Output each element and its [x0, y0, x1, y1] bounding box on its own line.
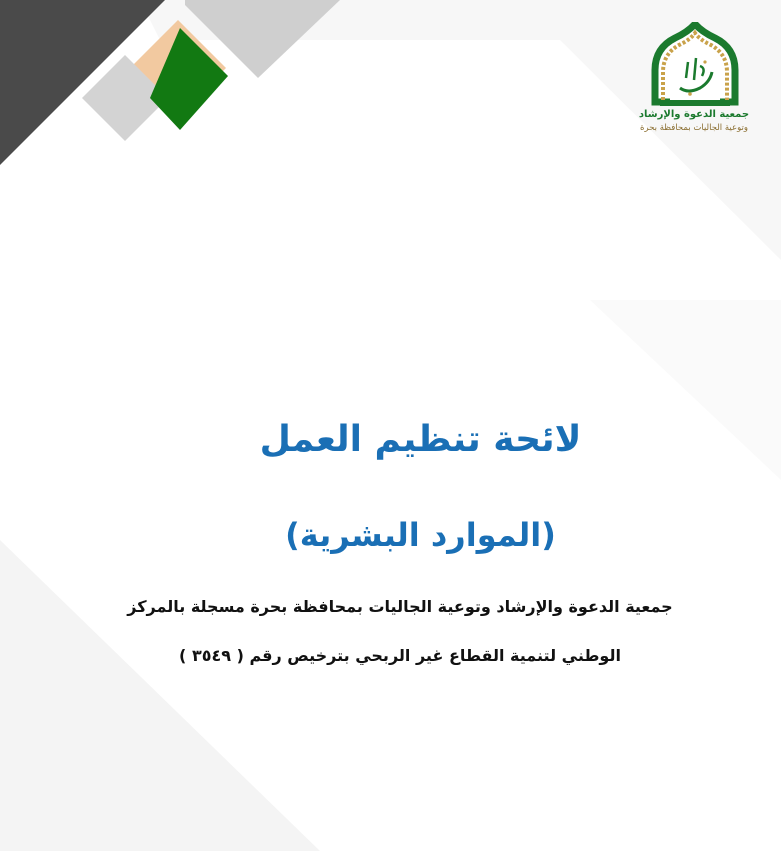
- organization-name: جمعية الدعوة والإرشاد: [638, 109, 750, 120]
- bg-panel-lower: [0, 540, 320, 851]
- registration-text-line-1: جمعية الدعوة والإرشاد وتوعية الجاليات بمحافظة بحرة مسجلة بالمركز: [127, 597, 673, 616]
- document-subtitle: (الموارد البشرية): [285, 516, 556, 554]
- registration-text-line-2: الوطني لتنمية القطاع غير الربحي بترخيص رقم ( ٣٥٤٩ ): [179, 646, 621, 665]
- organization-subtitle: وتوعية الجاليات بمحافظة بحرة: [640, 123, 748, 133]
- document-title: لائحة تنظيم العمل: [259, 419, 582, 460]
